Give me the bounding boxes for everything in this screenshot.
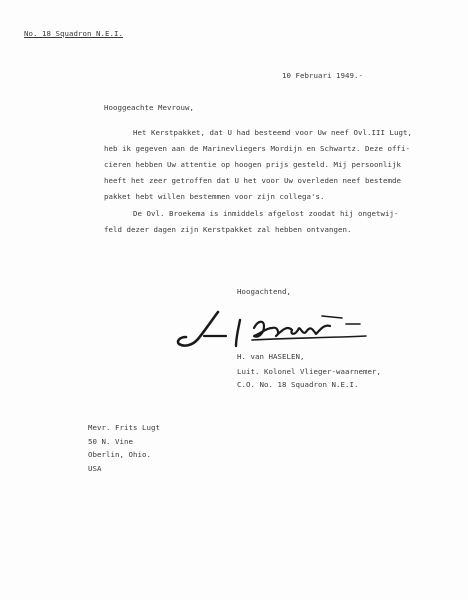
letter-date: 10 Februari 1949.- [282,71,363,80]
body-line-4: heeft het zeer getroffen dat U het voor Uw overleden neef bestemde [104,176,401,185]
handwritten-signature [174,306,370,352]
closing: Hoogachtend, [237,287,291,296]
body-line-3: cieren hebben Uw attentie op hoogen prijs gesteld. Mij persoonlijk [104,160,401,169]
signatory-rank: Luit. Kolonel Vlieger-waarnemer, [237,367,381,376]
signatory-unit: C.O. No. 18 Squadron N.E.I. [237,380,359,389]
body-line-2: heb ik gegeven aan de Marinevliegers Mordijn en Schwartz. Deze offi- [104,144,410,153]
body-line-1: Het Kerstpakket, dat U had besteemd voor Uw neef Ovl.III Lugt, [133,128,412,137]
body-line-6: De Ovl. Broekema is inmiddels afgelost zoodat hij ongetwij- [133,209,399,218]
squadron-reference: No. 18 Squadron N.E.I. [24,29,123,38]
signatory-name: H. van HASELEN, [237,352,305,361]
recipient-country: USA [88,464,102,473]
recipient-name: Mevr. Frits Lugt [88,423,160,432]
recipient-street: 50 N. Vine [88,437,133,446]
body-line-5: pakket hebt willen bestemmen voor zijn collega's. [104,192,325,201]
body-line-7: feld dezer dagen zijn Kerstpakket zal hebben ontvangen. [104,225,352,234]
recipient-city: Oberlin, Ohio. [88,450,151,459]
salutation: Hooggeachte Mevrouw, [104,103,194,112]
